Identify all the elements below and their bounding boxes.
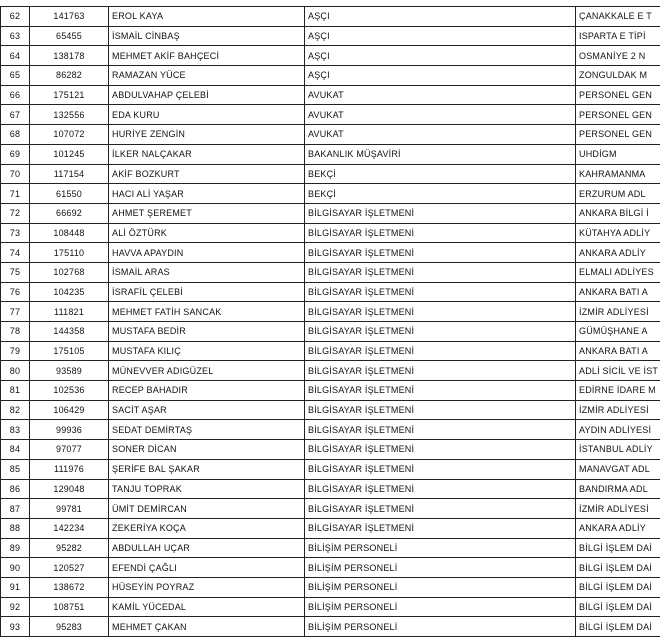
registry-number-cell: 111976 — [30, 459, 109, 479]
unit-cell: ÇANAKKALE E T — [576, 7, 660, 27]
row-number-cell: 80 — [1, 361, 30, 381]
unit-cell: BİLGİ İŞLEM DAİ — [576, 617, 660, 637]
person-name-cell: RECEP BAHADIR — [109, 381, 305, 401]
table-row — [1, 262, 660, 282]
registry-number-cell: 108448 — [30, 223, 109, 243]
unit-cell: MANAVGAT ADL — [576, 459, 660, 479]
job-title-cell: BİLGİSAYAR İŞLETMENİ — [305, 302, 576, 322]
job-title-cell: BİLGİSAYAR İŞLETMENİ — [305, 203, 576, 223]
job-title-cell: AŞÇI — [305, 26, 576, 46]
table-row — [1, 459, 660, 479]
row-number-cell: 68 — [1, 125, 30, 145]
person-name-cell: MEHMET FATİH SANCAK — [109, 302, 305, 322]
registry-number-cell: 99936 — [30, 420, 109, 440]
table-row — [1, 440, 660, 460]
row-number-cell: 87 — [1, 499, 30, 519]
personnel-table — [0, 6, 660, 637]
personnel-table-body — [1, 7, 660, 637]
job-title-cell: BEKÇİ — [305, 184, 576, 204]
job-title-cell: BİLGİSAYAR İŞLETMENİ — [305, 381, 576, 401]
registry-number-cell: 120527 — [30, 558, 109, 578]
table-row — [1, 361, 660, 381]
unit-cell: İZMİR ADLİYESİ — [576, 302, 660, 322]
job-title-cell: BİLGİSAYAR İŞLETMENİ — [305, 361, 576, 381]
registry-number-cell: 138672 — [30, 577, 109, 597]
person-name-cell: TANJU TOPRAK — [109, 479, 305, 499]
row-number-cell: 79 — [1, 341, 30, 361]
person-name-cell: HACI ALİ YAŞAR — [109, 184, 305, 204]
registry-number-cell: 142234 — [30, 518, 109, 538]
unit-cell: ISPARTA E TİPİ — [576, 26, 660, 46]
row-number-cell: 75 — [1, 262, 30, 282]
person-name-cell: MUSTAFA BEDİR — [109, 322, 305, 342]
person-name-cell: RAMAZAN YÜCE — [109, 66, 305, 86]
person-name-cell: ÜMİT DEMİRCAN — [109, 499, 305, 519]
row-number-cell: 64 — [1, 46, 30, 66]
job-title-cell: BİLGİSAYAR İŞLETMENİ — [305, 262, 576, 282]
table-row — [1, 85, 660, 105]
job-title-cell: AŞÇI — [305, 66, 576, 86]
unit-cell: EDİRNE İDARE M — [576, 381, 660, 401]
table-row — [1, 617, 660, 637]
table-row — [1, 577, 660, 597]
registry-number-cell: 138178 — [30, 46, 109, 66]
unit-cell: ANKARA BATI A — [576, 341, 660, 361]
job-title-cell: BEKÇİ — [305, 164, 576, 184]
table-row — [1, 164, 660, 184]
table-row — [1, 105, 660, 125]
row-number-cell: 63 — [1, 26, 30, 46]
person-name-cell: HAVVA APAYDIN — [109, 243, 305, 263]
registry-number-cell: 102768 — [30, 262, 109, 282]
registry-number-cell: 132556 — [30, 105, 109, 125]
table-row — [1, 597, 660, 617]
table-row — [1, 381, 660, 401]
registry-number-cell: 111821 — [30, 302, 109, 322]
job-title-cell: BİLİŞİM PERSONELİ — [305, 558, 576, 578]
registry-number-cell: 97077 — [30, 440, 109, 460]
person-name-cell: SONER DİCAN — [109, 440, 305, 460]
row-number-cell: 70 — [1, 164, 30, 184]
person-name-cell: İSMAİL CİNBAŞ — [109, 26, 305, 46]
row-number-cell: 71 — [1, 184, 30, 204]
person-name-cell: HÜSEYİN POYRAZ — [109, 577, 305, 597]
table-row — [1, 223, 660, 243]
job-title-cell: BİLGİSAYAR İŞLETMENİ — [305, 341, 576, 361]
person-name-cell: EROL KAYA — [109, 7, 305, 27]
row-number-cell: 88 — [1, 518, 30, 538]
row-number-cell: 72 — [1, 203, 30, 223]
job-title-cell: BİLGİSAYAR İŞLETMENİ — [305, 400, 576, 420]
unit-cell: ELMALI ADLİYES — [576, 262, 660, 282]
registry-number-cell: 141763 — [30, 7, 109, 27]
unit-cell: BİLGİ İŞLEM DAİ — [576, 538, 660, 558]
job-title-cell: BİLGİSAYAR İŞLETMENİ — [305, 243, 576, 263]
person-name-cell: İSMAİL ARAS — [109, 262, 305, 282]
person-name-cell: İLKER NALÇAKAR — [109, 144, 305, 164]
unit-cell: PERSONEL GEN — [576, 105, 660, 125]
job-title-cell: AVUKAT — [305, 85, 576, 105]
job-title-cell: BİLGİSAYAR İŞLETMENİ — [305, 518, 576, 538]
table-row — [1, 26, 660, 46]
row-number-cell: 62 — [1, 7, 30, 27]
person-name-cell: MEHMET AKİF BAHÇECİ — [109, 46, 305, 66]
row-number-cell: 84 — [1, 440, 30, 460]
job-title-cell: BİLGİSAYAR İŞLETMENİ — [305, 459, 576, 479]
unit-cell: BİLGİ İŞLEM DAİ — [576, 577, 660, 597]
table-row — [1, 341, 660, 361]
row-number-cell: 89 — [1, 538, 30, 558]
unit-cell: ADLİ SİCİL VE İST — [576, 361, 660, 381]
job-title-cell: BİLGİSAYAR İŞLETMENİ — [305, 223, 576, 243]
unit-cell: PERSONEL GEN — [576, 125, 660, 145]
row-number-cell: 73 — [1, 223, 30, 243]
registry-number-cell: 93589 — [30, 361, 109, 381]
table-row — [1, 558, 660, 578]
registry-number-cell: 107072 — [30, 125, 109, 145]
registry-number-cell: 99781 — [30, 499, 109, 519]
row-number-cell: 93 — [1, 617, 30, 637]
row-number-cell: 82 — [1, 400, 30, 420]
row-number-cell: 81 — [1, 381, 30, 401]
registry-number-cell: 95282 — [30, 538, 109, 558]
person-name-cell: KAMİL YÜCEDAL — [109, 597, 305, 617]
table-row — [1, 538, 660, 558]
person-name-cell: MUSTAFA KILIÇ — [109, 341, 305, 361]
job-title-cell: BİLİŞİM PERSONELİ — [305, 597, 576, 617]
person-name-cell: SEDAT DEMİRTAŞ — [109, 420, 305, 440]
unit-cell: ZONGULDAK M — [576, 66, 660, 86]
unit-cell: ANKARA ADLİY — [576, 243, 660, 263]
unit-cell: ERZURUM ADL — [576, 184, 660, 204]
unit-cell: İSTANBUL ADLİY — [576, 440, 660, 460]
job-title-cell: AŞÇI — [305, 7, 576, 27]
registry-number-cell: 108751 — [30, 597, 109, 617]
registry-number-cell: 175121 — [30, 85, 109, 105]
unit-cell: PERSONEL GEN — [576, 85, 660, 105]
table-row — [1, 420, 660, 440]
registry-number-cell: 104235 — [30, 282, 109, 302]
unit-cell: İZMİR ADLİYESİ — [576, 400, 660, 420]
unit-cell: İZMİR ADLİYESİ — [576, 499, 660, 519]
job-title-cell: BİLGİSAYAR İŞLETMENİ — [305, 282, 576, 302]
table-row — [1, 66, 660, 86]
registry-number-cell: 129048 — [30, 479, 109, 499]
table-row — [1, 400, 660, 420]
registry-number-cell: 66692 — [30, 203, 109, 223]
registry-number-cell: 86282 — [30, 66, 109, 86]
row-number-cell: 83 — [1, 420, 30, 440]
unit-cell: ANKARA BATI A — [576, 282, 660, 302]
job-title-cell: BİLGİSAYAR İŞLETMENİ — [305, 420, 576, 440]
job-title-cell: AVUKAT — [305, 105, 576, 125]
registry-number-cell: 117154 — [30, 164, 109, 184]
person-name-cell: ALİ ÖZTÜRK — [109, 223, 305, 243]
registry-number-cell: 175110 — [30, 243, 109, 263]
row-number-cell: 85 — [1, 459, 30, 479]
scanned-document-page — [0, 6, 660, 637]
row-number-cell: 67 — [1, 105, 30, 125]
unit-cell: KAHRAMANMA — [576, 164, 660, 184]
job-title-cell: AŞÇI — [305, 46, 576, 66]
row-number-cell: 74 — [1, 243, 30, 263]
job-title-cell: BİLİŞİM PERSONELİ — [305, 577, 576, 597]
job-title-cell: BİLGİSAYAR İŞLETMENİ — [305, 440, 576, 460]
registry-number-cell: 95283 — [30, 617, 109, 637]
person-name-cell: ZEKERİYA KOÇA — [109, 518, 305, 538]
person-name-cell: AKİF BOZKURT — [109, 164, 305, 184]
registry-number-cell: 65455 — [30, 26, 109, 46]
table-row — [1, 518, 660, 538]
unit-cell: BİLGİ İŞLEM DAİ — [576, 597, 660, 617]
table-row — [1, 203, 660, 223]
job-title-cell: BİLİŞİM PERSONELİ — [305, 538, 576, 558]
row-number-cell: 69 — [1, 144, 30, 164]
table-row — [1, 46, 660, 66]
registry-number-cell: 102536 — [30, 381, 109, 401]
unit-cell: KÜTAHYA ADLİY — [576, 223, 660, 243]
registry-number-cell: 61550 — [30, 184, 109, 204]
unit-cell: UHDİGM — [576, 144, 660, 164]
table-row — [1, 243, 660, 263]
unit-cell: OSMANİYE 2 N — [576, 46, 660, 66]
table-row — [1, 282, 660, 302]
table-row — [1, 499, 660, 519]
row-number-cell: 66 — [1, 85, 30, 105]
table-row — [1, 144, 660, 164]
unit-cell: GÜMÜŞHANE A — [576, 322, 660, 342]
registry-number-cell: 144358 — [30, 322, 109, 342]
registry-number-cell: 106429 — [30, 400, 109, 420]
row-number-cell: 77 — [1, 302, 30, 322]
person-name-cell: MEHMET ÇAKAN — [109, 617, 305, 637]
unit-cell: AYDIN ADLİYESİ — [576, 420, 660, 440]
table-row — [1, 302, 660, 322]
row-number-cell: 92 — [1, 597, 30, 617]
job-title-cell: BİLGİSAYAR İŞLETMENİ — [305, 499, 576, 519]
table-row — [1, 184, 660, 204]
person-name-cell: EFENDİ ÇAĞLI — [109, 558, 305, 578]
registry-number-cell: 101245 — [30, 144, 109, 164]
unit-cell: BANDIRMA ADL — [576, 479, 660, 499]
person-name-cell: İSRAFİL ÇELEBİ — [109, 282, 305, 302]
row-number-cell: 90 — [1, 558, 30, 578]
job-title-cell: BİLGİSAYAR İŞLETMENİ — [305, 479, 576, 499]
person-name-cell: EDA KURU — [109, 105, 305, 125]
unit-cell: ANKARA BİLGİ İ — [576, 203, 660, 223]
job-title-cell: BİLGİSAYAR İŞLETMENİ — [305, 322, 576, 342]
table-row — [1, 7, 660, 27]
person-name-cell: HURİYE ZENGİN — [109, 125, 305, 145]
unit-cell: BİLGİ İŞLEM DAİ — [576, 558, 660, 578]
job-title-cell: AVUKAT — [305, 125, 576, 145]
person-name-cell: ŞERİFE BAL ŞAKAR — [109, 459, 305, 479]
table-row — [1, 125, 660, 145]
row-number-cell: 91 — [1, 577, 30, 597]
table-row — [1, 479, 660, 499]
person-name-cell: SACİT AŞAR — [109, 400, 305, 420]
row-number-cell: 78 — [1, 322, 30, 342]
person-name-cell: AHMET ŞEREMET — [109, 203, 305, 223]
job-title-cell: BİLİŞİM PERSONELİ — [305, 617, 576, 637]
row-number-cell: 86 — [1, 479, 30, 499]
person-name-cell: ABDULVAHAP ÇELEBİ — [109, 85, 305, 105]
registry-number-cell: 175105 — [30, 341, 109, 361]
job-title-cell: BAKANLIK MÜŞAVİRİ — [305, 144, 576, 164]
table-row — [1, 322, 660, 342]
person-name-cell: MÜNEVVER ADIGÜZEL — [109, 361, 305, 381]
row-number-cell: 76 — [1, 282, 30, 302]
row-number-cell: 65 — [1, 66, 30, 86]
person-name-cell: ABDULLAH UÇAR — [109, 538, 305, 558]
unit-cell: ANKARA ADLİY — [576, 518, 660, 538]
